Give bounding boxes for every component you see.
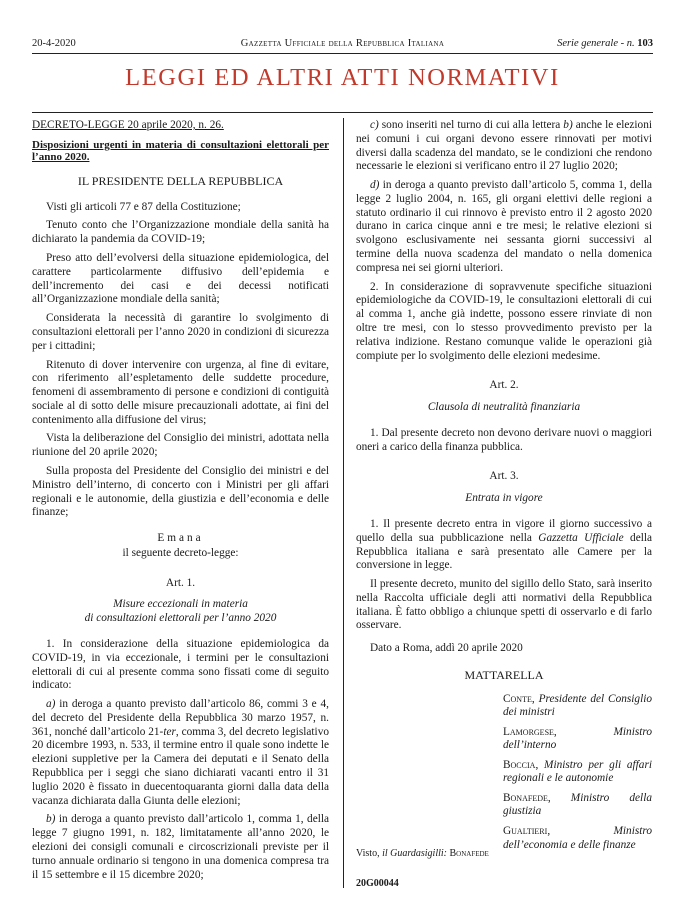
article-paragraph: Il presente decreto, munito del sigillo dello Stato, sarà inserito nella Raccolta ufficiale degli atti normativi della Repubblica italiana. È fatto obbligo a chiunque spetti di osservarlo e di farlo osservare. [356,578,652,632]
header-issue-number: 103 [637,38,653,49]
signer: Lamorgese, Ministro dell’interno [503,725,652,752]
article-2-heading: Art. 2. [489,379,519,392]
signature-mattarella: MATTARELLA [464,668,544,682]
header-rule [32,53,653,54]
article-paragraph: 1. In considerazione della situazione epidemiologica da COVID-19, in via eccezionale, i termini per le consultazioni elettorali di cui al presente comma sono fissati come di seguito indicato: [32,638,329,692]
preamble-paragraph: Ritenuto di dover intervenire con urgenza, al fine di evitare, con riferimento all’espletamento delle suddette procedure, fenomeni di assembramento di persone e condizioni di contiguità sociale al di sotto delle misure precauzionali adottate, ai fini del contenimento alla diffusione del virus; [32,358,329,426]
preamble-paragraph: Vista la deliberazione del Consiglio dei ministri, adottata nella riunione del 20 aprile 2020; [32,432,329,459]
article-1-title: di consultazioni elettorali per l’anno 2020 [84,612,277,625]
title-rule [32,112,653,113]
signer: Conte, Presidente del Consiglio dei ministri [503,692,652,719]
article-3-title: Entrata in vigore [465,492,543,505]
article-letter-c: c) sono inseriti nel turno di cui alla lettera b) anche le elezioni nei comuni i cui organi devono essere rinnovati per motivi diversi dalla scadenza del mandato, se le condizioni che rendono necessarie le elezioni si verificano entro il 27 luglio 2020; [356,119,652,173]
decree-heading: DECRETO-LEGGE 20 aprile 2020, n. 26. [32,119,224,131]
preamble-paragraph: Sulla proposta del Presidente del Consiglio dei ministri e del Ministro dell’interno, di concerto con i Ministri per gli affari regionali e le autonomie, della giustizia e dell’economia e delle finanze; [32,464,329,519]
section-title: LEGGI ED ALTRI ATTI NORMATIVI [125,64,560,91]
signer: Gualtieri, Ministro dell’economia e delle finanze [503,825,652,851]
preamble-paragraph: Considerata la necessità di garantire lo svolgimento di consultazioni elettorali per l’anno 2020 in condizioni di sicurezza per i cittadini; [32,312,329,352]
preamble-paragraph: Preso atto dell’evolversi della situazione epidemiologica, del carattere particolarmente diffusivo dell’epidemia e dell’incremento dei casi e dei decessi notificati all’Organizzazione mondiale della sanità; [32,252,329,306]
article-paragraph: 1. Dal presente decreto non devono derivare nuovi o maggiori oneri a carico della finanza pubblica. [356,426,652,453]
header-serie: Serie generale - n. 103 [557,38,653,49]
header-date: 20-4-2020 [32,38,76,49]
president-heading: IL PRESIDENTE DELLA REPUBBLICA [77,174,284,189]
visto-guardasigilli: Visto, il Guardasigilli: Bonafede [356,848,489,859]
preamble-paragraph: Tenuto conto che l’Organizzazione mondiale della sanità ha dichiarato la pandemia da COVID-19; [32,219,329,246]
decree-intro: il seguente decreto-legge: [122,546,239,559]
right-column [356,119,652,858]
article-1-title: Misure eccezionali in materia [113,598,248,611]
document-code: 20G00044 [356,878,399,889]
article-3-heading: Art. 3. [489,470,519,483]
preamble-paragraph: Visti gli articoli 77 e 87 della Costituzione; [46,200,241,213]
article-paragraph: 1. Il presente decreto entra in vigore il giorno successivo a quello della sua pubblicazione nella Gazzetta Ufficiale della Repubblica italiana e sarà presentato alle Camere per la conversione in legge. [356,517,652,572]
signer: Bonafede, Ministro della giustizia [503,791,652,818]
left-column [32,119,329,887]
header-gazette-name: Gazzetta Ufficiale della Repubblica Italiana [240,38,445,49]
article-letter-b: b) in deroga a quanto previsto dall’articolo 1, comma 1, della legge 7 giugno 1991, n. 182, limitatamente all’anno 2020, le elezioni dei consigli comunali e circoscrizionali previste per il turno annuale ordinario si tengono in una domenica compresa tra il 15 settembre e il 15 dicembre 2020; [32,813,329,881]
decree-subject: Disposizioni urgenti in materia di consultazioni elettorali per l’anno 2020. [32,138,329,164]
article-2-title: Clausola di neutralità finanziaria [427,401,581,414]
countersignatures [503,693,652,852]
article-1-heading: Art. 1. [165,576,196,589]
article-letter-a: a) in deroga a quanto previsto dall’articolo 86, commi 3 e 4, del decreto del Presidente della Repubblica 30 marzo 1957, n. 361, nonché dall’articolo 21-ter, comma 3, del decreto legislativo 20 dicembre 1993, n. 533, il termine entro il quale sono indette le elezioni suppletive per la Camera dei deputati e il Senato della Repubblica per i seggi che siano dichiarati vacanti entro il 31 luglio 2020 è fissato in duecentoquaranta giorni dalla data della vacanza dichiarata dalla Giunta delle elezioni; [32,698,329,807]
column-divider [343,118,344,888]
article-letter-d: d) in deroga a quanto previsto dall’articolo 5, comma 1, della legge 2 luglio 2004, n. 165, gli organi elettivi delle regioni a statuto ordinario il cui rinnovo è previsto entro il 2 agosto 2020 durano in carica cinque anni e tre mesi; le relative elezioni si svolgono esclusivamente nei sessanta giorni successivi al termine della nuova scadenza del mandato o nella domenica compresa nei sei giorni ulteriori. [356,179,652,274]
signer: Boccia, Ministro per gli affari regionali e le autonomie [503,758,652,785]
emana-label: Emana [157,532,204,545]
dato-roma: Dato a Roma, addì 20 aprile 2020 [370,642,523,655]
article-paragraph: 2. In considerazione di sopravvenute specifiche situazioni epidemiologiche da COVID-19, le consultazioni elettorali di cui al comma 1, anche già indette, possono essere rinviate di non oltre tre mesi, con lo stesso provvedimento previsto per la relativa indizione. Restano comunque valide le operazioni già compiute per lo svolgimento delle elezioni medesime. [356,280,652,362]
